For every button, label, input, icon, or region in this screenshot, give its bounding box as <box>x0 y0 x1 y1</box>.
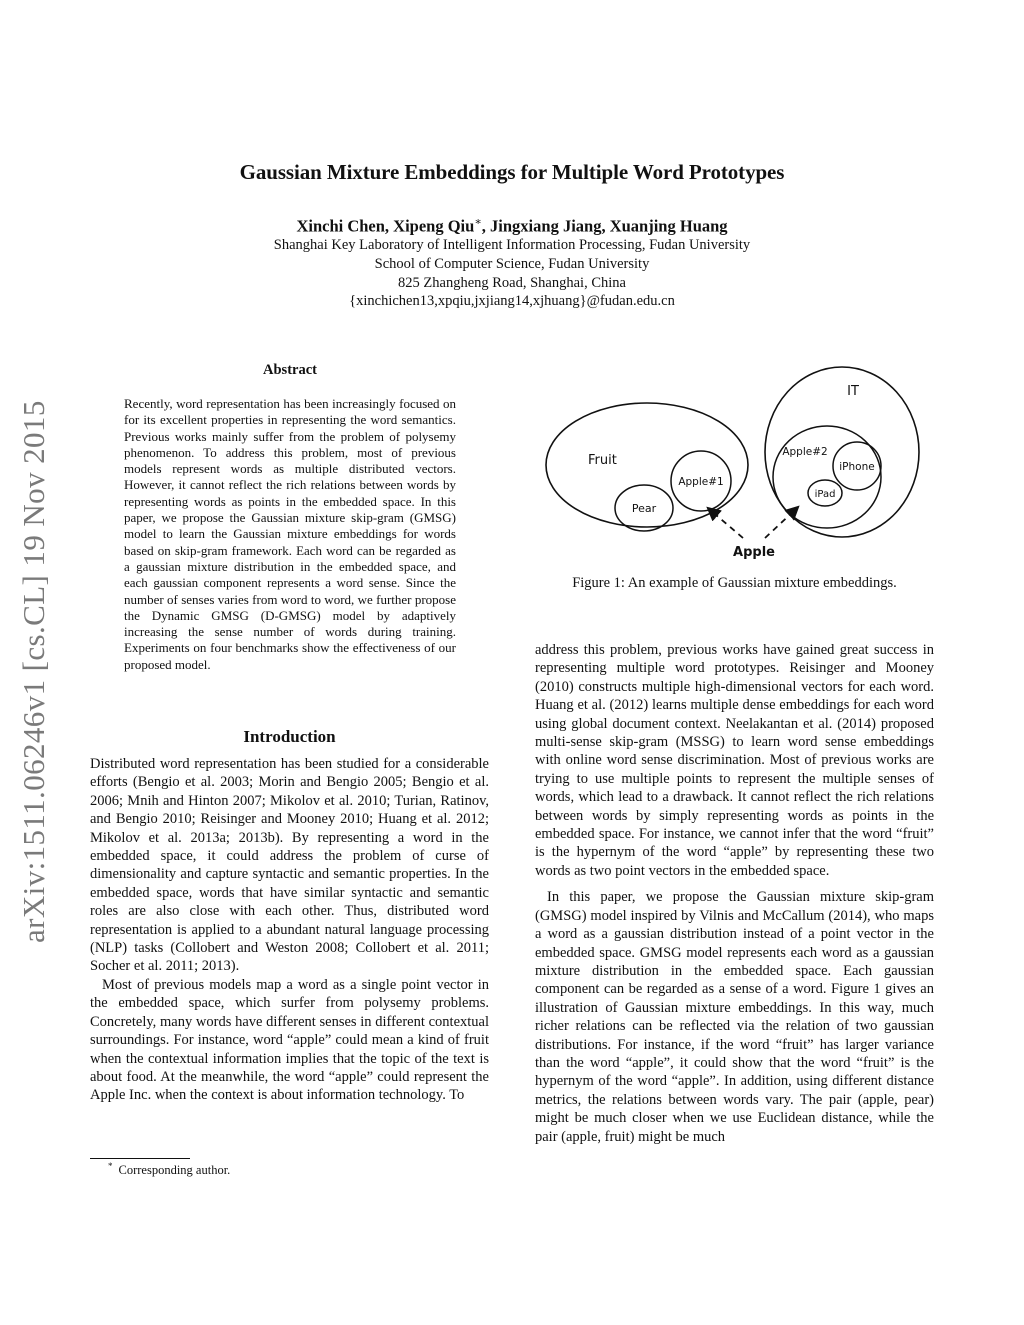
intro-paragraph-3: address this problem, previous works have gained great success in representing multiple word prototypes. Reisinger and Mooney (2010) constructs multiple high-dimensional vectors for each word. Huang et al. (2012) learns multiple dense embeddings for each word using global document context. Neelakantan et al. (2014) proposed multi-sense skip-gram (MSSG) to learn word sense embeddings with online word sense discrimination. Most of previous works are trying to use multiple points to represent the multiple senses of words, which lead to a drawback. It cannot reflect the rich relations between words by simply representing words as points in the embedded space. For instance, we cannot infer that the word “fruit” is the hypernym of the word “apple” by representing these two words as two point vectors in the embedded space. <box>535 642 934 879</box>
apple-to-it-arrow <box>765 508 797 538</box>
footnote-marker: * <box>108 1161 113 1171</box>
introduction-heading: Introduction <box>243 727 336 746</box>
apple2-ellipse <box>773 426 881 528</box>
it-label: IT <box>847 384 859 399</box>
fruit-label: Fruit <box>588 453 617 468</box>
footnote <box>90 1161 230 1178</box>
iphone-label: iPhone <box>839 461 875 473</box>
paper-title: Gaussian Mixture Embeddings for Multiple Word Prototypes <box>239 160 785 184</box>
authors-part-1: Xinchi Chen, Xipeng Qiu <box>296 216 475 236</box>
footnote-text: Corresponding author. <box>118 1163 231 1178</box>
apple2-label: Apple#2 <box>782 446 828 458</box>
affiliation-lab: Shanghai Key Laboratory of Intelligent Information Processing, Fudan University <box>273 237 751 253</box>
abstract-text: Recently, word representation has been increasingly focused on for its excellent properties in representing the word semantics. Previous works mainly suffer from the problem of polysemy phenomenon. To address this problem, most of previous models represent words as multiple distributed vectors. However, it cannot reflect the rich relations between words by representing words as points in the embedded space. In this paper, we propose the Gaussian mixture skip-gram (GMSG) model to learn the Gaussian mixture embeddings for words based on skip-gram framework. Each word can be regarded as a gaussian mixture distribution in the embedded space, and each gaussian component represents a word sense. Since the number of senses varies from word to word, we further propose the Dynamic GMSG (D-GMSG) model by adaptively increasing the sense number of words during training. Experiments on four benchmarks show the effectiveness of our proposed model. <box>124 396 456 672</box>
arxiv-identifier: arXiv:1511.06246v1 [cs.CL] 19 Nov 2015 <box>16 400 51 943</box>
right-column-body <box>535 641 934 1146</box>
ipad-label: iPad <box>814 489 836 500</box>
affiliation-address: 825 Zhangheng Road, Shanghai, China <box>398 275 626 291</box>
apple1-label: Apple#1 <box>678 476 724 488</box>
intro-paragraph-2: Most of previous models map a word as a single point vector in the embedded space, which surfer from polysemy problems. Concretely, many words have different senses in different contextual surroundings. For instance, word “apple” could mean a kind of fruit when the contextual information implies that the topic of the text is about food. At the meanwhile, the word “apple” could represent the Apple Inc. when the context is about information technology. To <box>90 976 489 1104</box>
author-list <box>0 215 1024 237</box>
apple-to-fruit-arrow <box>709 509 743 538</box>
abstract-heading: Abstract <box>263 362 317 378</box>
apple-label: Apple <box>733 545 775 560</box>
figure-1-diagram <box>535 360 934 565</box>
affiliation-school: School of Computer Science, Fudan University <box>374 256 650 272</box>
intro-paragraph-1: Distributed word representation has been studied for a considerable efforts (Bengio et al. 2003; Morin and Bengio 2005; Bengio et al. 2006; Mnih and Hinton 2007; Mikolov et al. 2010; Turian, Ratinov, and Bengio 2010; Reisinger and Mooney 2010; Huang et al. 2012; Mikolov et al. 2013a; 2013b). By representing a word in the embedded space, it could address the problem of curse of dimensionality and capture syntactic and semantic properties. In the embedded space, words that have similar syntactic and semantic roles are also close with each other. Thus, distributed word representation is applied to a abundant natural language processing (NLP) tasks (Collobert and Weston 2008; Collobert et al. 2011; Socher et al. 2011; 2013). <box>90 756 489 975</box>
authors-part-2: , Jingxiang Jiang, Xuanjing Huang <box>481 216 728 236</box>
intro-paragraph-4: In this paper, we propose the Gaussian mixture skip-gram (GMSG) model inspired by Vilnis and McCallum (2014), who maps a word as a gaussian distribution instead of a point vector in the embedded space. GMSG model represents each word as a gaussian mixture distribution in the embedded space. Each gaussian component can be regarded as a sense of a word. Figure 1 gives an illustration of Gaussian mixture embeddings. In this way, much richer relations can be reflected via the relation of two gaussian distributions. For instance, if the word “fruit” has larger variance than the word “apple”, it could show that the word “fruit” is the hypernym of the word “apple”. In addition, using different distance metrics, the relations between words vary. The pair (apple, pear) might be much closer when we use Euclidean distance, while the pair (apple, fruit) might be much <box>535 889 934 1145</box>
affiliation-emails: {xinchichen13,xpqiu,jxjiang14,xjhuang}@fudan.edu.cn <box>349 293 675 309</box>
left-column-body <box>90 755 489 1105</box>
corresponding-marker: ∗ <box>474 216 482 228</box>
footnote-rule <box>90 1158 190 1159</box>
pear-label: Pear <box>631 502 657 515</box>
figure-1-caption: Figure 1: An example of Gaussian mixture embeddings. <box>572 575 897 591</box>
